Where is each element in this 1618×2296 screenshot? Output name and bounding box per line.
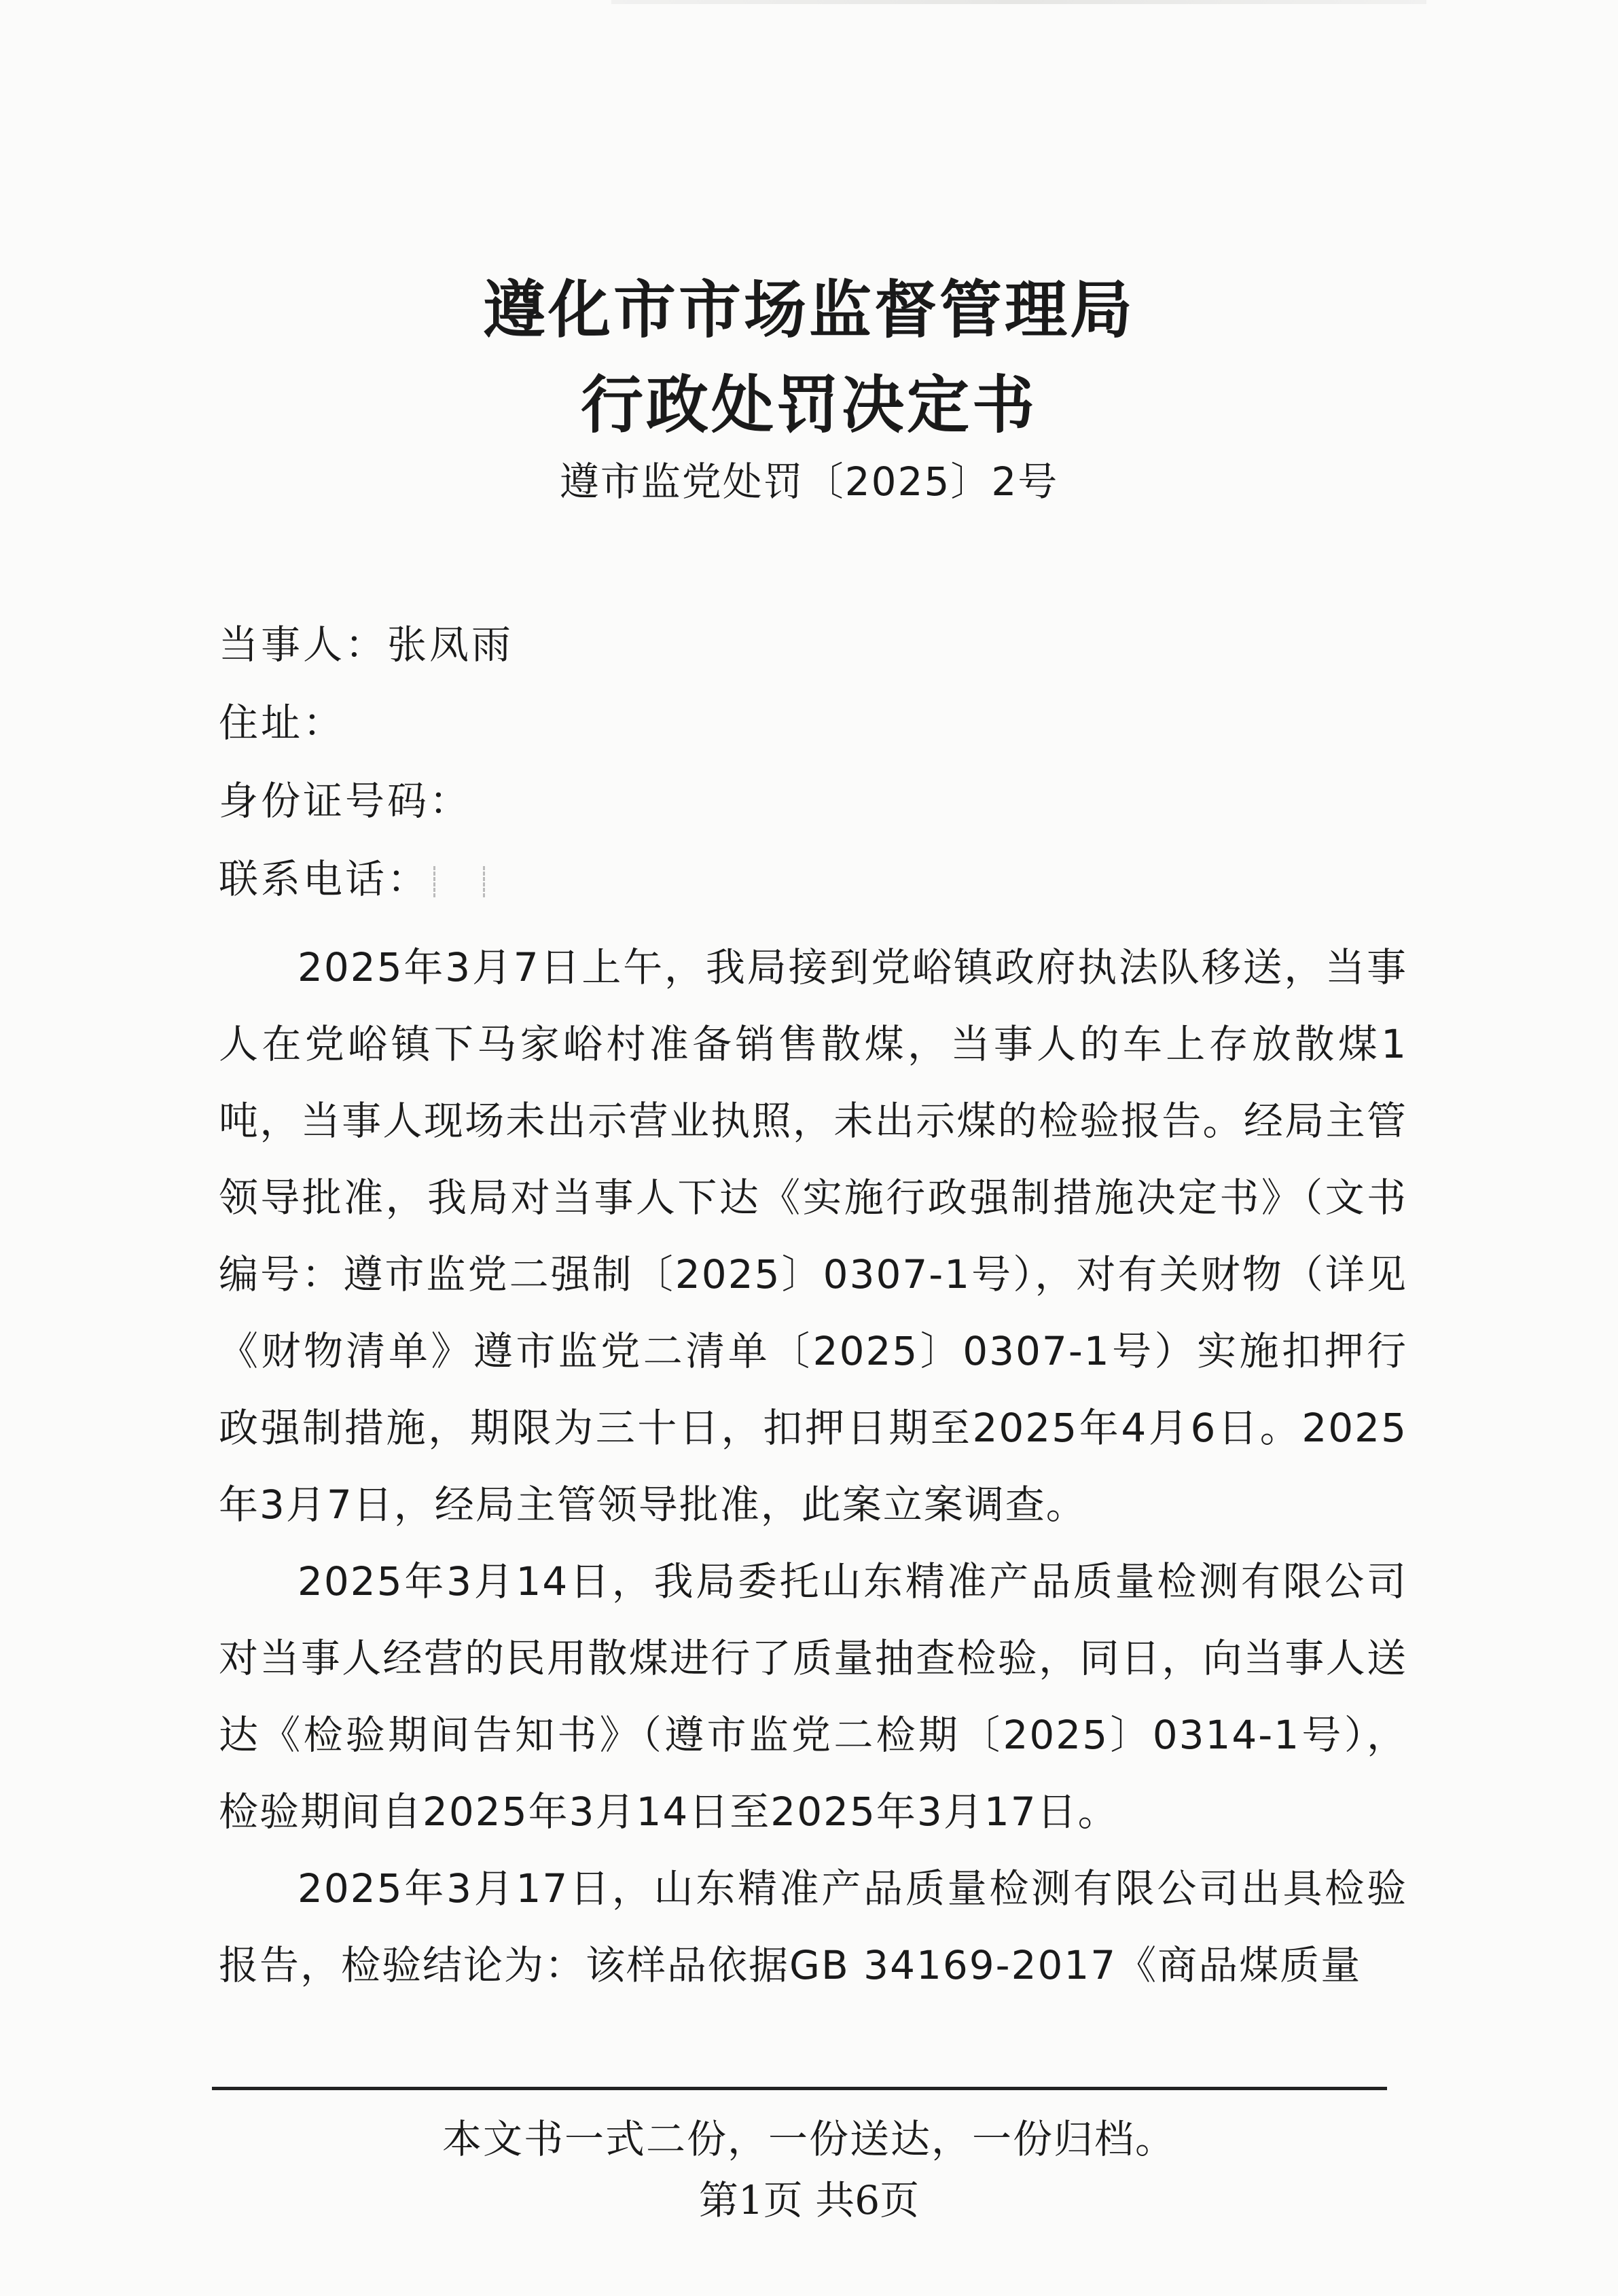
page-indicator: 第1页 共6页 xyxy=(698,2177,920,2223)
id-number-field xyxy=(219,778,472,824)
body-paragraph-2: 2025年3月14日，我局委托山东精准产品质量检测有限公司对当事人经营的民用散煤进行了质量抽查检验，同日，向当事人送达《检验期间告知书》（遵市监党二检期〔2025〕0314-1号），检验期间自2025年3月14日至2025年3月17日。 xyxy=(219,1558,1407,1835)
party-label: 当事人： xyxy=(219,622,388,668)
footer-divider xyxy=(212,2087,1387,2090)
doc-number: 遵市监党处罚〔2025〕2号 xyxy=(559,459,1059,505)
body-paragraph-1: 2025年3月7日上午，我局接到党峪镇政府执法队移送，当事人在党峪镇下马家峪村准备销售散煤，当事人的车上存放散煤1吨，当事人现场未出示营业执照，未出示煤的检验报告。经局主管领导批准，我局对当事人下达《实施行政强制措施决定书》（文书编号：遵市监党二强制〔2025〕0307-1号），对有关财物（详见《财物清单》遵市监党二清单〔2025〕0307-1号）实施扣押行政强制措施，期限为三十日，扣押日期至2025年4月6日。2025年3月7日，经局主管领导批准，此案立案调查。 xyxy=(219,944,1407,1528)
party-value: 张凤雨 xyxy=(387,622,514,668)
body-paragraph-3: 2025年3月17日，山东精准产品质量检测有限公司出具检验报告，检验结论为：该样品依据GB 34169-2017《商品煤质量 xyxy=(219,1865,1407,1988)
phone-field xyxy=(219,856,485,902)
party-field xyxy=(219,622,514,668)
footer-note: 本文书一式二份，一份送达，一份归档。 xyxy=(442,2116,1176,2162)
phone-label: 联系电话： xyxy=(219,856,430,902)
address-field xyxy=(219,700,346,746)
org-title: 遵化市市场监督管理局 xyxy=(482,273,1135,346)
redaction-mark xyxy=(433,866,485,897)
id-number-label: 身份证号码： xyxy=(219,778,472,824)
scan-edge-artifact xyxy=(611,0,1426,4)
doc-title: 行政处罚决定书 xyxy=(580,368,1037,442)
address-label: 住址： xyxy=(219,700,346,746)
body-text xyxy=(219,929,1407,2004)
